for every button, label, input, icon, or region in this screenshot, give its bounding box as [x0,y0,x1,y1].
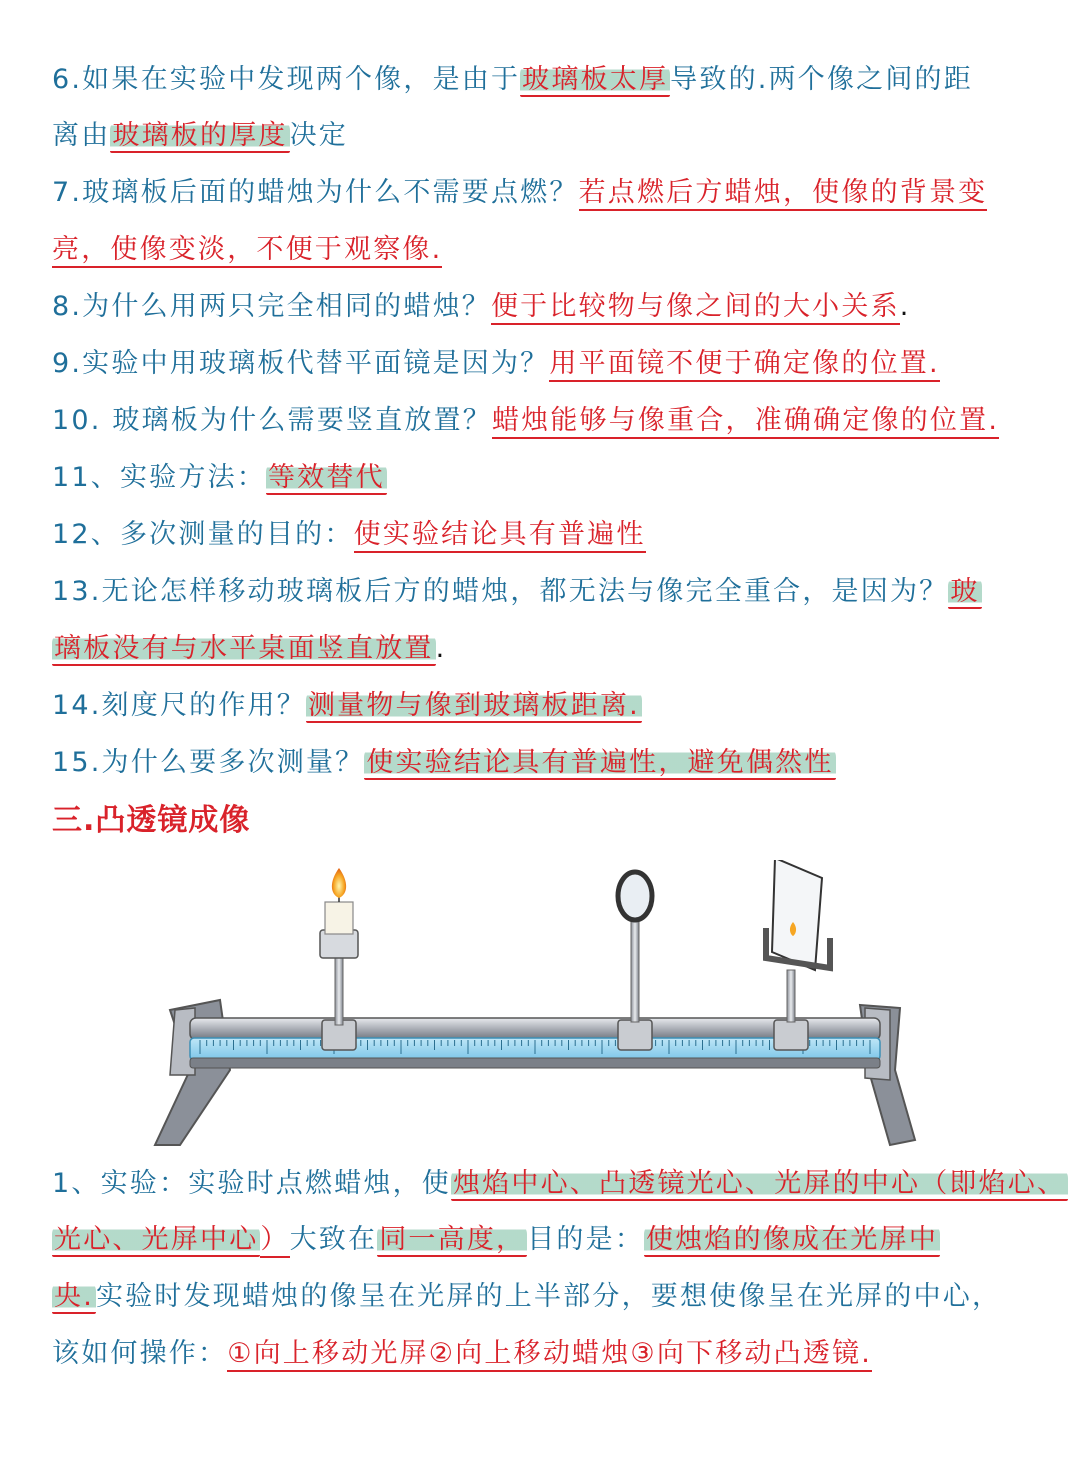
exp1-text-1: 实验：实验时点燃蜡烛，使 [100,1168,451,1199]
exp1-line2 [52,1218,1050,1262]
q11-question: 实验方法： [119,462,266,493]
q7-question: 玻璃板后面的蜡烛为什么不需要点燃？ [82,177,579,208]
q12-number: 12、 [52,519,120,550]
exp1-text-5: 该如何操作： [52,1338,228,1369]
exp1-highlight-3: 央. [54,1281,94,1312]
q13-line2 [52,627,1050,671]
convex-lens-icon [618,872,652,920]
q8-tail: . [899,291,911,322]
exp1-close-paren: ） [260,1224,289,1258]
q6-number: 6. [52,64,83,95]
section-title: 三.凸透镜成像 [52,803,251,838]
q13-tail: . [435,633,447,664]
q13-number: 13. [52,576,102,607]
q10-line [52,399,1050,443]
exp1-text-3: 目的是： [527,1224,645,1255]
q6-answer-highlight-2: 玻璃板的厚度 [112,120,288,151]
bench-base [190,1058,880,1068]
q15-number: 15. [52,747,102,778]
q13-answer-highlight: 玻 [950,576,980,607]
q12-answer: 使实验结论具有普遍性 [354,519,646,553]
q7-line2 [52,228,1050,272]
q14-question: 刻度尺的作用？ [101,690,306,721]
exp1-number: 1、 [52,1168,101,1199]
q11-number: 11、 [52,462,120,493]
exp1-answer-1: 使烛焰的像成在光屏中 [646,1224,939,1255]
q6-question-cont: 导致的.两个像之间的距 [670,64,973,95]
convex-lens-holder [618,872,652,1050]
q10-question: 玻璃板为什么需要竖直放置？ [101,405,492,436]
q9-answer: 用平面镜不便于确定像的位置. [549,348,939,382]
light-screen [772,860,822,970]
q10-answer: 蜡烛能够与像重合，准确确定像的位置. [492,405,999,439]
candle-holder [320,868,358,1050]
q12-line [52,513,1050,557]
q14-number: 14. [52,690,102,721]
q14-line [52,684,1050,728]
q12-question: 多次测量的目的： [119,519,354,550]
q9-question: 实验中用玻璃板代替平面镜是因为？ [82,348,550,379]
exp1-answer-2: ①向上移动光屏②向上移动蜡烛③向下移动凸透镜. [227,1338,872,1372]
exp1-line4 [52,1332,1050,1376]
exp1-highlight-2: 同一高度， [379,1224,526,1255]
q7-line1 [52,171,1050,215]
q7-answer: 若点燃后方蜡烛，使像的背景变 [579,177,988,211]
q15-line [52,741,1050,785]
q13-answer-highlight-cont: 璃板没有与水平桌面竖直放置 [54,633,434,664]
q6-answer-highlight: 玻璃板太厚 [522,64,669,95]
q15-question: 为什么要多次测量？ [101,747,365,778]
exp1-line3 [52,1275,1050,1319]
q9-number: 9. [52,348,83,379]
q6-cont-post: 决定 [289,120,349,151]
exp1-highlight-1b: 光心、光屏中心 [54,1224,259,1255]
q7-number: 7. [52,177,83,208]
q11-line [52,456,1050,500]
q10-number: 10. [52,405,102,436]
exp1-line1 [52,1162,1067,1206]
q13-line1 [52,570,1050,614]
q8-answer: 便于比较物与像之间的大小关系 [491,291,900,325]
q14-answer-highlight: 测量物与像到玻璃板距离. [307,690,640,721]
q8-line [52,285,1050,329]
q6-line1 [52,58,1050,102]
q13-question: 无论怎样移动玻璃板后方的蜡烛，都无法与像完全重合，是因为？ [101,576,949,607]
q6-question: 如果在实验中发现两个像，是由于 [82,64,521,95]
optical-bench-illustration [150,860,920,1150]
q8-number: 8. [52,291,83,322]
exp1-text-2: 大致在 [289,1224,378,1255]
q9-line [52,342,1050,386]
flame-icon [332,868,346,898]
exp1-highlight-1: 烛焰中心、凸透镜光心、光屏的中心（即焰心、 [453,1168,1067,1199]
q6-line2 [52,114,1050,158]
q11-answer-highlight: 等效替代 [267,462,385,493]
q6-cont-pre: 离由 [52,120,111,151]
q7-answer-cont: 亮，使像变淡，不便于观察像. [52,234,442,268]
exp1-text-4: 实验时发现蜡烛的像呈在光屏的上半部分，要想使像呈在光屏的中心， [95,1281,1002,1312]
q8-question: 为什么用两只完全相同的蜡烛？ [82,291,491,322]
q15-answer-highlight: 使实验结论具有普遍性，避免偶然性 [366,747,834,778]
